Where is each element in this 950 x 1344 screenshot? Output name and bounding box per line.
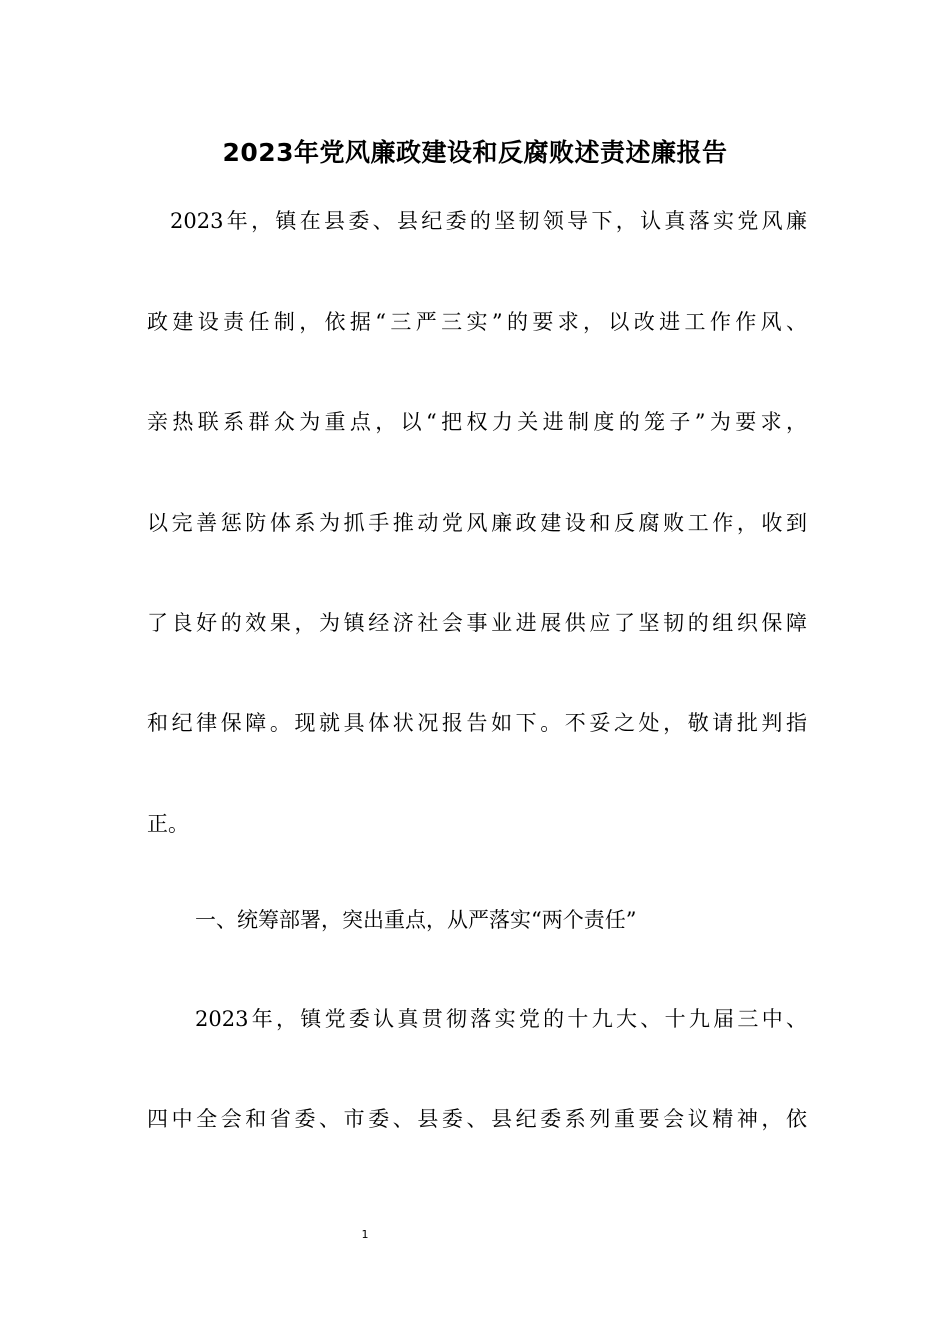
section-heading: 一、统筹部署，突出重点，从严落实“两个责任”: [195, 908, 637, 932]
document-title: 2023年党风廉政建设和反腐败述责述廉报告: [222, 138, 728, 167]
paragraph-line: 亲热联系群众为重点，以“把权力关进制度的笼子”为要求，: [147, 410, 807, 434]
paragraph-line: 以完善惩防体系为抓手推动党风廉政建设和反腐败工作，收到: [147, 511, 807, 535]
paragraph-line: 2023年，镇党委认真贯彻落实党的十九大、十九届三中、: [195, 1007, 807, 1031]
page-number: 1: [361, 1228, 369, 1241]
paragraph-line: 政建设责任制，依据“三严三实”的要求，以改进工作作风、: [147, 310, 807, 334]
paragraph-line: 了良好的效果，为镇经济社会事业进展供应了坚韧的组织保障: [147, 611, 807, 635]
paragraph-line: 四中全会和省委、市委、县委、县纪委系列重要会议精神，依: [147, 1107, 807, 1131]
paragraph-line: 2023年，镇在县委、县纪委的坚韧领导下，认真落实党风廉: [170, 209, 807, 233]
paragraph-line: 正。: [147, 812, 189, 836]
paragraph-line: 和纪律保障。现就具体状况报告如下。不妥之处，敬请批判指: [147, 711, 807, 735]
